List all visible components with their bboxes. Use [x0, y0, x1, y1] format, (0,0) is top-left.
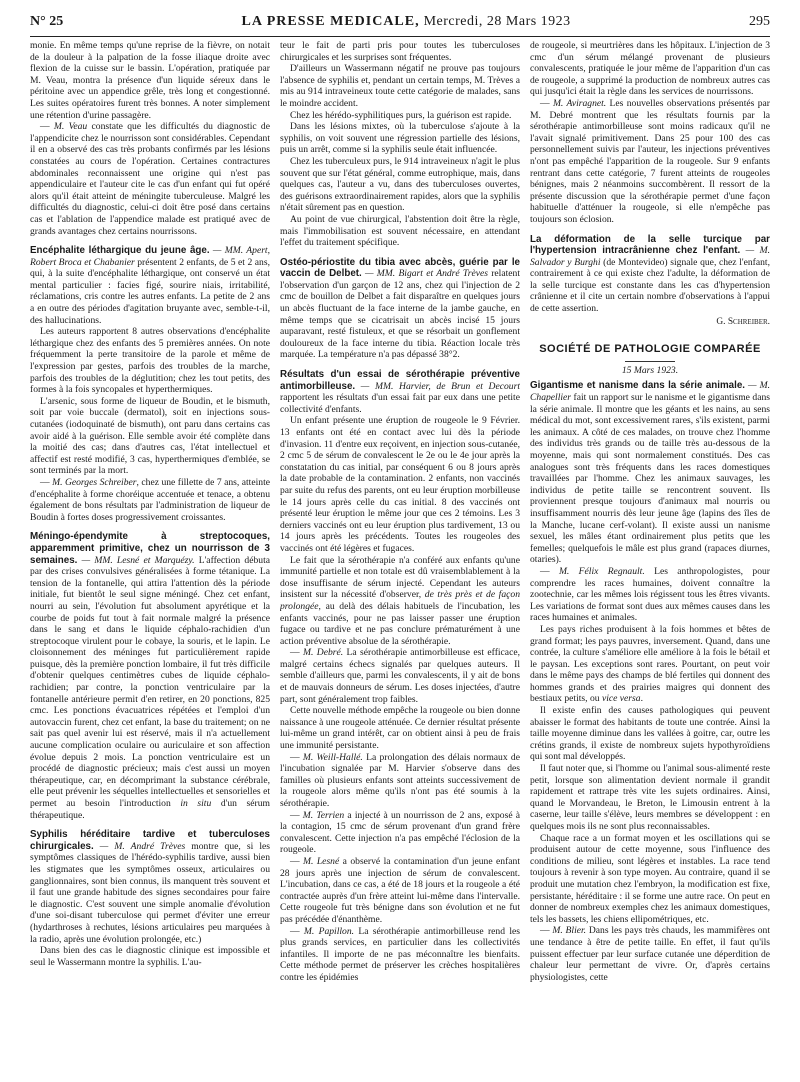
- paragraph: de rougeole, si meurtrières dans les hôpitaux. L'injection de 3 cmc d'un sérum mélangé provenant de plusieurs convalescents, pratiquée le jour même de l'apparition d'un cas de rougeole, a supprimé la production de nombreux autres cas qui jusqu'ici était la règle dans les services de nourrissons.: [530, 40, 770, 98]
- paragraph: Chez les tuberculeux purs, le 914 intraveineux n'agit le plus souvent que sur l'état général, comme eutrophique, mais, dans quelques cas, l'auteur a vu, dans des tuberculoses ouvertes, des guérisons extraordinairement rapides, alors que la syphilis n'était sûrement pas en question.: [280, 155, 520, 214]
- issue-number: N° 25: [30, 14, 64, 29]
- author-name: M. Félix Regnault.: [558, 565, 645, 577]
- author-names: — MM. Apert, Robert Broca et Chabanier: [30, 245, 270, 268]
- section-heading: Ostéo-périostite du tibia avec abcès, guérie par le vaccin de Delbet.: [280, 256, 520, 280]
- author-name: M. Lesné: [303, 855, 340, 867]
- author-name: M. Debré.: [302, 647, 344, 659]
- page-number: 295: [748, 14, 770, 29]
- journal-title: [242, 14, 571, 30]
- paragraph: L'arsenic, sous forme de liqueur de Boudin, et le bismuth, soit par voie buccale (dermatol), soit en injections sous-cutanées (iodoquinaté de bismuth), ont paru dans certains cas avoir aidé à la guérison. Elle semble avoir été complète dans la moitié des cas; dans d'autres cas, l'état intellectuel et affectif est resté modifié, 3 cas, hyperthermiques d'emblée, se sont terminés par la mort.: [30, 395, 270, 477]
- author-name: M. Papillon.: [303, 925, 355, 937]
- author-name: — M. Chapellier: [530, 380, 770, 404]
- author-name: M. Aviragnet.: [552, 97, 607, 109]
- society-rule: [625, 361, 675, 362]
- society-date: 15 Mars 1923.: [621, 364, 679, 376]
- paragraph: — M. Lesné a observé la contamination d'un jeune enfant 28 jours après une injection de sérum de convalescent. L'incubation, dans ce cas, a été de 18 jours et la rougeole a été contractée auprès d'un frère atteint lui-même dans l'intervalle. Cette rougeole fut très bénigne dans son évolution et ne fut pas précédée d'énanthème.: [280, 855, 520, 925]
- paragraph: monie. En même temps qu'une reprise de la fièvre, on notait de la douleur à la palpation de la fosse iliaque droite avec flexion de la cuisse sur le bassin. L'opération, pratiquée par M. Veau, montra la présence d'un liquide séreux dans le péritoine avec un appendice grêle, très long et congestionné. Les suites opératoires furent très bonnes. A noter simplement une rétention d'urine passagère.: [30, 40, 270, 121]
- paragraph: — M. Terrien a injecté à un nourrisson de 2 ans, exposé à la contagion, 15 cmc de sérum provenant d'un grand frère convalescent. Cette injection n'a pas empêché l'éclosion de la rougeole.: [280, 809, 520, 856]
- article-columns: [30, 40, 770, 1070]
- paragraph: — M. Georges Schreiber, chez une fillette de 7 ans, atteinte d'encéphalite à forme choréique accentuée et tenace, a obtenu également de bons résultats par l'administration de liqueur de Boudin à fortes doses progressivement croissantes.: [30, 476, 270, 523]
- paragraph: — M. Weill-Hallé. La prolongation des délais normaux de l'incubation signalée par M. Harvier s'observe dans des familles où plusieurs enfants sont atteints successivement de la rougeole alors même qu'ils n'ont pas été soumis à la sérothérapie.: [280, 751, 520, 809]
- issue-date: Mercredi, 28 Mars 1923: [423, 14, 571, 29]
- paragraph: Il faut noter que, si l'homme ou l'animal sous-alimenté reste petit, lorsque son alimentation devient normale il grandit rapidement et rattrape très vite les sujets ordinaires. Ainsi, quand le Morvandeau, le Breton, le Limousin entrent à la caserne, leur taille s'élève, leurs membres se développent : en quelques mois ils ne sont plus reconnaissables.: [530, 763, 770, 832]
- paragraph: D'ailleurs un Wassermann négatif ne prouve pas toujours l'absence de syphilis et, pendant un certain temps, M. Trèves a mis au 914 intraveineux toute cette catégorie de malades, sans le moindre accident.: [280, 63, 520, 109]
- author-name: M. Veau: [53, 121, 88, 133]
- author-name: M. Weill-Hallé.: [302, 751, 363, 763]
- author-name: — M. Salvador y Burghi: [530, 245, 770, 268]
- paragraph: Chaque race a un format moyen et les oscillations qui se produisent autour de cette moyenne, sous l'influence des conditions de milieu, sont légères et instables. La race tend toujours à revenir à son type moyen. Au contraire, quand il se produit une mutation chez l'embryon, la modification est fixe, persistante, héréditaire : il se forme une autre race. On peut en donner de nombreux exemples chez les animaux domestiques, tels les bassets, les chiens ellipométriques, etc.: [530, 832, 770, 925]
- author-name: M. Terrien: [302, 809, 345, 821]
- paragraph: Dans bien des cas le diagnostic clinique est impossible et seul le Wassermann montre la syphilis. L'au-: [30, 945, 270, 968]
- paragraph: — M. Félix Regnault. Les anthropologistes, pour comprendre les races humaines, doivent connaître la zootechnie, car les mêmes lois régissent tous les êtres vivants. Les variations de format sont dues aux mêmes causes dans les races humaines et animales.: [530, 565, 770, 624]
- section-heading: Encéphalite léthargique du jeune âge.: [30, 245, 210, 257]
- section-heading: La déformation de la selle turcique par l'hypertension intracrânienne chez l'enfant.: [530, 233, 770, 257]
- page-header: [30, 14, 770, 36]
- paragraph: Un enfant présente une éruption de rougeole le 9 Février. 13 enfants ont été en contact avec lui dès la période d'invasion. 11 d'entre eux reçoivent, en injection sous-cutanée, 2 cmc 5 de sérum de convalescent le 2e ou le 4e jour après la constatation du cas initial, par conséquent 6 ou 8 jours après la date probable de la contamination. 2 enfants, non vaccinés par suite du refus des parents, ont eu leur éruption morbilleuse le 14 jours après celle du cas initial. 8 des vaccinés ont présenté leur éruption le même jour que ces 2 témoins. Les 3 derniers vaccinés ont eu leur éruption plus tardivement, 13 ou 14 jours après les précédents. Toutes les rougeoles des vaccinés ont été légères et fugaces.: [280, 415, 520, 554]
- paragraph: — M. Aviragnet. Les nouvelles observations présentés par M. Debré montrent que les résultats fournis par la sérothérapie antimorbilleuse sont moins radicaux qu'il ne l'avait signalé primitivement. Dans 25 pour 100 des cas personnellement suivis par l'auteur, les injections préventives n'ont pas empêché l'apparition de la rougeole. Sur 9 enfants rentrant dans cette catégorie, 7 furent atteints de rougeoles bénignes, mais 2 néanmoins succombèrent. Il ressort de la présente discussion que la sérothérapie permet d'une façon habituelle d'atténuer la rougeole, si elle n'empêche pas toujours son éclosion.: [530, 97, 770, 225]
- section-heading: Résultats d'un essai de sérothérapie préventive antimorbilleuse.: [280, 369, 520, 392]
- paragraph: Dans les lésions mixtes, où la tuberculose s'ajoute à la syphilis, on voit souvent une régression partielle des lésions, puis un arrêt, comme si la syphilis seule était influencée.: [280, 121, 520, 156]
- paragraph: Les auteurs rapportent 8 autres observations d'encéphalite léthargique chez des enfants des 5 premières années. On note fréquemment la perte transitoire de la parole et même de l'expression par gestes, parfois des troubles de la marche, parfois des troubles de la déglutition; chez les tout petits, des formes à la fois syncopales et hyperthermiques.: [30, 326, 270, 396]
- society-title: SOCIÉTÉ DE PATHOLOGIE COMPARÉE: [539, 343, 761, 356]
- column-2: teur le fait de parti pris pour toutes les tuberculoses chirurgicales et les surprises sont fréquentes. D'ailleurs un Wassermann négatif ne prouve pas toujours l'absence de syphilis et, pendant un certain temps, M. Trèves a mis au 914 intraveineux toute cette catégorie de malades, sans le moindre accident. Chez les hérédo-syphilitiques purs, la guérison est rapide. Dans les lésions mixtes, où la tuberculose s'ajoute à la syphilis, on voit souvent une régression partielle des lésions, puis un arrêt, comme si la syphilis seule était influencée. Chez les tuberculeux purs, le 914 intraveineux n'agit le plus souvent que sur l'état général, comme eutrophique, mais, dans quelques cas, l'auteur a vu, dans des tuberculoses ouvertes, des guérisons extraordinairement rapides, alors que la syphilis n'était sûrement pas en question. Au point de vue chirurgical, l'abstention doit être la règle, mais l'immobilisation est souvent nécessaire, en attendant l'effet du traitement spécifique. Ostéo-périostite du tibia avec abcès, guérie par le vaccin de Delbet. — MM. Bigart et André Trèves relatent l'observation d'un garçon de 12 ans, chez qui l'injection de 2 cmc de bouillon de Delbet a fait disparaître en quelques jours un abcès fluctuant de la face interne de la jambe gauche, en même temps que se cicatrisait un abcès incisé 15 jours auparavant, resté fistuleux, et que se résorbait un gonflement douloureux de la face interne du tibia. Réaction locale très marquée. La température n'a pas dépassé 38°2. Résultats d'un essai de sérothérapie préventive antimorbilleuse. — MM. Harvier, de Brun et Decourt rapportent les résultats d'un essai fait par eux dans une petite collectivité d'enfants. Un enfant présente une éruption de rougeole le 9 Février. 13 enfants ont été en contact avec lui dès la période d'invasion. 11 d'entre eux reçoivent, en injection sous-cutanée, 2 cmc 5 de sérum de convalescent le 2e ou le 4e jour après la constatation du cas initial, par conséquent 6 ou 8 jours après la date probable de la contamination. 2 enfants, non vaccinés par suite du refus des parents, ont eu leur éruption morbilleuse le 14 jours après celle du cas initial. 8 des vaccinés ont présenté leur éruption le même jour que ces 2 témoins. Les 3 derniers vaccinés ont eu leur éruption plus tardivement, 13 ou 14 jours après les précédents. Toutes les rougeoles des vaccinés ont été légères et fugaces. Le fait que la sérothérapie n'a conféré aux enfants qu'une immunité partielle et non totale est dû vraisemblablement à la dose insuffisante de sérum injecté. Cependant les auteurs insistent sur la nécessité d'observer, de très près et de façon prolongée, au delà des délais habituels de l'incubation, les enfants vaccinés, pour ne pas laisser passer une éruption fugace ou tardive et ne pas conclure prématurément à une action préventive absolue de la sérothérapie. — M. Debré. La sérothérapie antimorbilleuse est efficace, malgré certains échecs signalés par quelques auteurs. Il semble d'ailleurs que, parmi les convalescents, il y ait de bons et de mauvais donneurs de sérum. Les doses injectées, d'autre part, sont généralement trop faibles. Cette nouvelle méthode empêche la rougeole ou bien donne naissance à une rougeole atténuée. Ce dernier résultat présente lui-même un grand intérêt, car on obtient ainsi à peu de frais une immunité persistante. — M. Weill-Hallé. La prolongation des délais normaux de l'incubation signalée par M. Harvier s'observe dans des familles où plusieurs enfants sont atteints successivement de la rougeole alors même qu'ils n'ont pas été soumis à la sérothérapie. — M. Terrien a injecté à un nourrisson de 2 ans, exposé à la contagion, 15 cmc de sérum provenant d'un grand frère convalescent. Cette injection n'a pas empêché l'éclosion de la rougeole. — M. Lesné a observé la contamination d'un jeune enfant 28 jours après une injection de sérum de convalescent. L'incubation, dans ce cas, a été de 18 jours et la rougeole a été contractée auprès d'un frère atteint lui-même dans l'intervalle. Cette rougeole fut très bénigne dans son évolution et ne fut pas précédée d'énanthème. — M. Papillon. La sérothérapie antimorbilleuse rend les plus grands services, en particulier dans les collectivités infantiles. Il importe de ne pas méconnaître les bienfaits. Cette méthode permet de préserver les crèches hospitalières contre les épidémies: [280, 40, 520, 983]
- author-names: — MM. Lesné et Marquézy.: [77, 554, 195, 566]
- paragraph: — M. Blier. Dans les pays très chauds, les mammifères ont une tendance à être de petite taille. En effet, il faut qu'ils puissent effectuer par leur surface cutanée une déperdition de chaleur leur permettant de vivre. Or, d'après certains physiologistes, cette: [530, 925, 770, 983]
- signature: G. Schreiber.: [716, 316, 770, 327]
- paragraph: — M. Debré. La sérothérapie antimorbilleuse est efficace, malgré certains échecs signalés par quelques auteurs. Il semble d'ailleurs que, parmi les convalescents, il y ait de bons et de mauvais donneurs de sérum. Les doses injectées, d'autre part, sont généralement trop faibles.: [280, 647, 520, 705]
- author-name: M. Georges Schreiber: [52, 476, 137, 488]
- author-names: — MM. Harvier, de Brun et Decourt: [355, 380, 520, 392]
- author-names: — MM. Bigart et André Trèves: [361, 268, 488, 280]
- paragraph: — M. Papillon. La sérothérapie antimorbilleuse rend les plus grands services, en particulier dans les collectivités infantiles. Il importe de ne pas méconnaître les bienfaits. Cette méthode permet de préserver les crèches hospitalières contre les épidémies: [280, 925, 520, 983]
- header-rule: [30, 36, 770, 37]
- paragraph: teur le fait de parti pris pour toutes les tuberculoses chirurgicales et les surprises sont fréquentes.: [280, 40, 520, 63]
- journal-name: LA PRESSE MEDICALE,: [241, 14, 420, 29]
- author-name: — M. André Trèves: [93, 840, 186, 852]
- paragraph: Il existe enfin des causes pathologiques qui peuvent abaisser le format des habitants de toute une contrée. Ainsi la taille moyenne diminue dans les vallées à goitre, car, outre les crétins grands, il existe de nombreux sujets hypothyroïdiens qui sont mal développés.: [530, 705, 770, 763]
- paragraph: Au point de vue chirurgical, l'abstention doit être la règle, mais l'immobilisation est souvent nécessaire, en attendant l'effet du traitement spécifique.: [280, 213, 520, 249]
- section-heading: Syphilis héréditaire tardive et tuberculoses chirurgicales.: [30, 829, 270, 852]
- paragraph: Cette nouvelle méthode empêche la rougeole ou bien donne naissance à une rougeole atténuée. Ce dernier résultat présente lui-même un grand intérêt, car on obtient ainsi à peu de frais une immunité persistante.: [280, 705, 520, 752]
- column-1: monie. En même temps qu'une reprise de la fièvre, on notait de la douleur à la palpation de la fosse iliaque droite avec flexion de la cuisse sur le bassin. L'opération, pratiquée par M. Veau, montra la présence d'un liquide séreux dans le péritoine avec un appendice grêle, très long et congestionné. Les suites opératoires furent très bonnes. A noter simplement une rétention d'urine passagère. — M. Veau constate que les difficultés du diagnostic de l'appendicite chez le nourrisson sont considérables. Cependant il en a observé des cas très probants confirmés par les lésions constatées au cours de l'opération. Certaines contractures abdominales reconnaissent une origine qui n'est pas appendiculaire et l'auteur cite le cas d'un enfant qui fut opéré alors qu'il était atteint de méningite tuberculeuse. Malgré les difficultés du diagnostic, celui-ci doit être posé dans certains cas et l'ablation de l'appendice malade est pratiqué avec de grands avantages chez certains nourrissons. Encéphalite léthargique du jeune âge. — MM. Apert, Robert Broca et Chabanier présentent 2 enfants, de 5 et 2 ans, qui, à la suite d'encéphalite léthargique, ont conservé un état mental particulier : facies figé, sourire niais, irritabilité, réclamations, cris contre les autres enfants. La petite de 2 ans a en outre des périodes d'agitation bruyante avec, semble-t-il, des hallucinations. Les auteurs rapportent 8 autres observations d'encéphalite léthargique chez des enfants des 5 premières années. On note fréquemment la perte transitoire de la parole et même de l'expression par gestes, parfois des troubles de la marche, parfois des troubles de la déglutition; chez les tout petits, des formes à la fois syncopales et hyperthermiques. L'arsenic, sous forme de liqueur de Boudin, et le bismuth, soit par voie buccale (dermatol), soit en injections sous-cutanées (iodoquinaté de bismuth), ont paru dans certains cas avoir aidé à la guérison. Elle semble avoir été complète dans la moitié des cas; dans d'autres cas, l'état intellectuel et affectif est resté modifié, 3 cas, hyperthermiques d'emblée, se sont terminés par la mort. — M. Georges Schreiber, chez une fillette de 7 ans, atteinte d'encéphalite à forme choréique accentuée et tenace, a obtenu également de bons résultats par l'administration de liqueur de Boudin à fortes doses progressivement croissantes. Méningo-épendymite à streptocoques, apparemment primitive, chez un nourrisson de 3 semaines. — MM. Lesné et Marquézy. L'affection débuta par des crises convulsives généralisées à forme tétanique. La tension de la fontanelle, qui attira l'attention dès la période initiale, fut bientôt le seul signe méningé. Chez cet enfant, nourri au sein, l'évolution fut absolument apyrétique et la courbe de poids fut tout à fait normale malgré la présence dans le sang et dans le liquide céphalo-rachidien d'un streptocoque virulent pour le cobaye, la souris, et le lapin. Le cloisonnement des méninges fut particulièrement rapide puisque, dès la première ponction lombaire, il fut très difficile d'obtenir quelques centimètres cubes de liquide céphalo-rachidien; par contre, la ponction ventriculaire par la fontanelle antérieure permit d'en retirer, en 20 ponctions, 825 cmc. Les ponctions évacuatrices répétées et l'emploi d'un autovaccin furent, chez cet enfant, la base du traitement; on ne sait pas quel avenir lui est réservé, mais il n'a actuellement aucune complication oculaire ou auriculaire et son affection évolue depuis 2 mois. La ponction ventriculaire est un procédé de diagnostic précieux; mais c'est aussi un moyen thérapeutique, car, en décomprimant la substance cérébrale, elle peut prévenir les séquelles intellectuelles et sensorielles et permet au besoin l'introduction in situ d'un sérum thérapeutique. Syphilis héréditaire tardive et tuberculoses chirurgicales. — M. André Trèves montre que, si les symptômes classiques de l'hérédo-syphilis tardive, aussi bien les stigmates que les symptômes osseux, articulaires ou ganglionnaires, sont bien connus, ils manquent très souvent et il faut une grande habitude des signes secondaires pour faire le diagnostic. C'est souvent une simple anomalie d'évolution d'une soi-disant tuberculose qui permet d'éviter une erreur (hydarthroses à rechutes, lésions articulaires peu marquées à la radio, après une évolution prolongée, etc.) Dans bien des cas le diagnostic clinique est impossible et seul le Wassermann montre la syphilis. L'au-: [30, 40, 270, 968]
- paragraph: Le fait que la sérothérapie n'a conféré aux enfants qu'une immunité partielle et non totale est dû vraisemblablement à la dose insuffisante de sérum injecté. Cependant les auteurs insistent sur la nécessité d'observer, de très près et de façon prolongée, au delà des délais habituels de l'incubation, les enfants vaccinés, pour ne pas laisser passer une éruption fugace ou tardive et ne pas conclure prématurément à une action préventive absolue de la sérothérapie.: [280, 554, 520, 647]
- paragraph: — M. Veau constate que les difficultés du diagnostic de l'appendicite chez le nourrisson sont considérables. Cependant il en a observé des cas très probants confirmés par les lésions constatées au cours de l'opération. Certaines contractures abdominales reconnaissent une origine qui n'est pas appendiculaire et l'auteur cite le cas d'un enfant qui fut opéré alors qu'il était atteint de méningite tuberculeuse. Malgré les difficultés du diagnostic, celui-ci doit être posé dans certains cas et l'ablation de l'appendice malade est pratiqué avec de grands avantages chez certains nourrissons.: [30, 121, 270, 237]
- author-name: M. Blier.: [552, 925, 587, 937]
- paragraph: Les pays riches produisent à la fois hommes et bêtes de grand format; les pays pauvres, inversement. Quand, dans une contrée, la culture s'améliore elle améliore à la fois le bétail et le paysan. Les exceptions sont rares. Pourtant, on peut voir dans le même pays des champs de blé fertiles qui donnent des hommes grands et des prairies maigres qui donnent des bestiaux petits, ou vice versa.: [530, 623, 770, 705]
- section-heading: Méningo-épendymite à streptocoques, apparemment primitive, chez un nourrisson de 3 semaines.: [30, 531, 270, 566]
- paragraph: Chez les hérédo-syphilitiques purs, la guérison est rapide.: [290, 109, 512, 121]
- section-heading: Gigantisme et nanisme dans la série animale.: [530, 380, 746, 392]
- column-3: de rougeole, si meurtrières dans les hôpitaux. L'injection de 3 cmc d'un sérum mélangé provenant de plusieurs convalescents, pratiquée le jour même de l'apparition d'un cas de rougeole, a supprimé la production de nombreux autres cas qui jusqu'ici était la règle dans les services de nourrissons. — M. Aviragnet. Les nouvelles observations présentés par M. Debré montrent que les résultats fournis par la sérothérapie antimorbilleuse sont moins radicaux qu'il ne l'avait signalé primitivement. Dans 25 pour 100 des cas personnellement suivis par l'auteur, les injections préventives n'ont pas empêché l'apparition de la rougeole. Sur 9 enfants rentrant dans cette catégorie, 7 furent atteints de rougeoles bénignes, mais 2 néanmoins succombèrent. Il ressort de la présente discussion que la sérothérapie permet d'une façon habituelle d'atténuer la rougeole, si elle n'empêche pas toujours son éclosion. La déformation de la selle turcique par l'hypertension intracrânienne chez l'enfant. — M. Salvador y Burghi (de Montevideo) signale que, chez l'enfant, contrairement à ce qui existe chez l'adulte, la déformation de la selle turcique est constante dans les cas d'hypertension crânienne et il cite un certain nombre d'observations à l'appui de cette assertion. G. Schreiber. SOCIÉTÉ DE PATHOLOGIE COMPARÉE 15 Mars 1923. Gigantisme et nanisme dans la série animale. — M. Chapellier fait un rapport sur le nanisme et le gigantisme dans la série animale. Il montre que les géants et les nains, au sens médical du mot, sont excessivement rares, s'ils existent, parmi les animaux. A côté de ces malades, on trouve chez l'homme des individus très grands ou de taille très au-dessous de la moyenne, mais qui sont normalement constitués. Des cas analogues sont très fréquents dans les races domestiques travaillées par l'homme. Chez les animaux sauvages, les individus de petite taille se rencontrent souvent. Ils proviennent presque toujours d'animaux mal nourris ou insuffisamment nourris dès leur jeune âge (lapins des îles de la Manche, lucane cerf-volant). Il existe aussi un nanisme sexuel, les mâles étant ordinairement plus petits que les femelles; quelquefois le mâle est plus grand (rapaces diurnes, otaries). — M. Félix Regnault. Les anthropologistes, pour comprendre les races humaines, doivent connaître la zootechnie, car les mêmes lois régissent tous les êtres vivants. Les variations de format sont dues aux mêmes causes dans les races humaines et animales. Les pays riches produisent à la fois hommes et bêtes de grand format; les pays pauvres, inversement. Quand, dans une contrée, la culture s'améliore elle améliore à la fois le bétail et le paysan. Les exceptions sont rares. Pourtant, on peut voir dans le même pays des champs de blé fertiles qui donnent des hommes grands et des prairies maigres qui donnent des bestiaux petits, ou vice versa. Il existe enfin des causes pathologiques qui peuvent abaisser le format des habitants de toute une contrée. Ainsi la taille moyenne diminue dans les vallées à goitre, car, outre les crétins grands, il existe de nombreux sujets hypothyroïdiens qui sont mal développés. Il faut noter que, si l'homme ou l'animal sous-alimenté reste petit, lorsque son alimentation devient normale il grandit rapidement et rattrape très vite les sujets ordinaires. Ainsi, quand le Morvandeau, le Breton, le Limousin entrent à la caserne, leur taille s'élève, leurs membres se développent : en quelques mois ils ne sont plus reconnaissables. Chaque race a un format moyen et les oscillations qui se produisent autour de cette moyenne, sous l'influence des conditions de milieu, sont légères et instables. La race tend toujours à revenir à son type moyen. Au contraire, quand il se produit une mutation chez l'embryon, la modification est fixe, persistante, héréditaire : il se forme une autre race. On peut en donner de nombreux exemples chez les animaux domestiques, tels les bassets, les chiens ellipométriques, etc. — M. Blier. Dans les pays très chauds, les mammifères ont une tendance à être de petite taille. En effet, il faut qu'ils puissent effectuer par leur surface cutanée une déperdition de chaleur leur permettant de vivre. Or, d'après certains physiologistes, cette: [530, 40, 770, 983]
